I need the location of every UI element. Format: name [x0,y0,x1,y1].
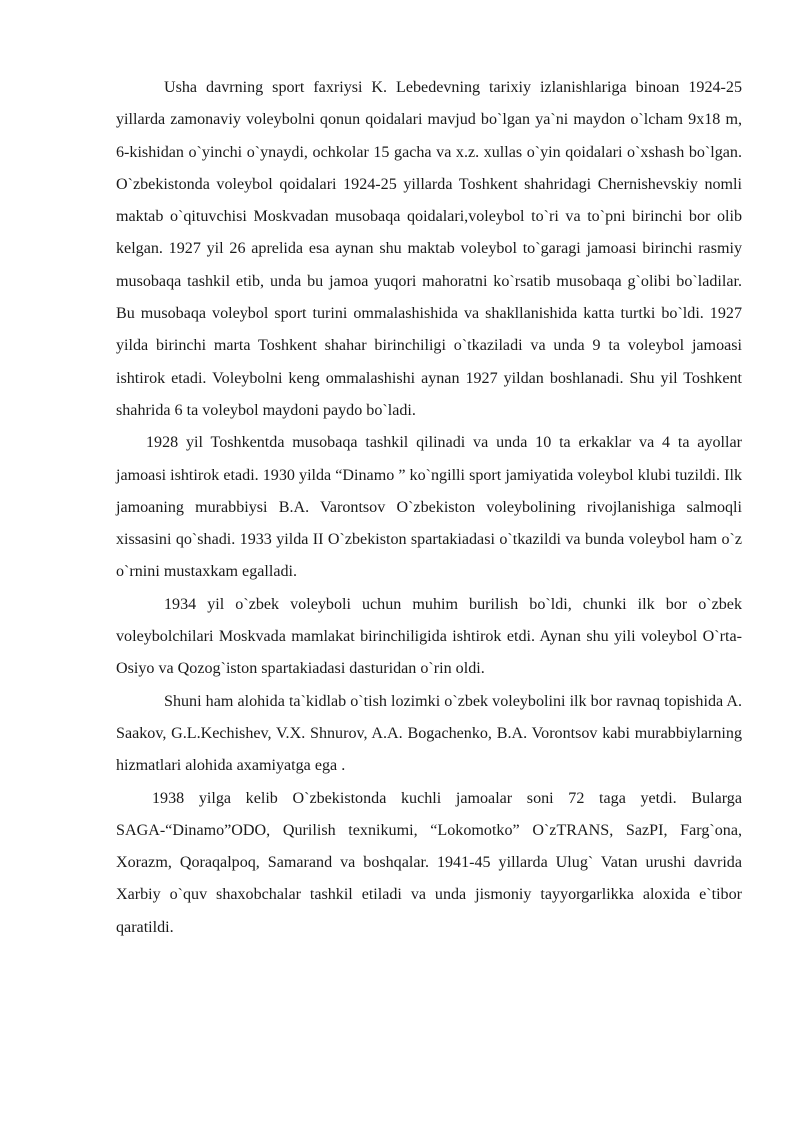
paragraph-3: 1934 yil o`zbek voleyboli uchun muhim burilish bo`ldi, chunki ilk bor o`zbek voleybolchilari Moskvada mamlakat birinchiligida ishtirok etdi. Aynan shu yili voleybol O`rta-Osiyo va Qozog`iston spartakiadasi dasturidan o`rin oldi. [116,595,742,678]
paragraph-5: 1938 yilga kelib O`zbekistonda kuchli jamoalar soni 72 taga yetdi. Bularga SAGA-“Dinamo”ODO, Qurilish texnikumi, “Lokomotko” O`zTRANS, SazPI, Farg`ona, Xorazm, Qoraqalpoq, Samarand va boshqalar. 1941-45 yillarda Ulug` Vatan urushi davrida Xarbiy o`quv shaxobchalar tashkil etiladi va unda jismoniy tayyorgarlikka aloxida e`tibor qaratildi. [116,789,742,936]
document-body [116,72,742,944]
paragraph-1: Usha davrning sport faxriysi K. Lebedevning tarixiy izlanishlariga binoan 1924-25 yillarda zamonaviy voleybolni qonun qoidalari mavjud bo`lgan ya`ni maydon o`lcham 9x18 m, 6-kishidan o`yinchi o`ynaydi, ochkolar 15 gacha va x.z. xullas o`yin qoidalari o`xshash bo`lgan. O`zbekistonda voleybol qoidalari 1924-25 yillarda Toshkent shahridagi Chernishevskiy nomli maktab o`qituvchisi Moskvadan musobaqa qoidalari,voleybol to`ri va to`pni birinchi bor olib kelgan. 1927 yil 26 aprelida esa aynan shu maktab voleybol to`garagi jamoasi birinchi rasmiy musobaqa tashkil etib, unda bu jamoa yuqori mahoratni ko`rsatib musobaqa g`olibi bo`ladilar. Bu musobaqa voleybol sport turini ommalashishida va shakllanishida katta turtki bo`ldi. 1927 yilda birinchi marta Toshkent shahar birinchiligi o`tkaziladi va unda 9 ta voleybol jamoasi ishtirok etadi. Voleybolni keng ommalashishi aynan 1927 yildan boshlanadi. Shu yil Toshkent shahrida 6 ta voleybol maydoni paydo bo`ladi. [116,79,742,419]
paragraph-4: Shuni ham alohida ta`kidlab o`tish lozimki o`zbek voleybolini ilk bor ravnaq topishida A. Saakov, G.L.Kechishev, V.X. Shnurov, A.A. Bogachenko, B.A. Vorontsov kabi murabbiylarning hizmatlari alohida axamiyatga ega . [116,692,742,775]
paragraph-2: 1928 yil Toshkentda musobaqa tashkil qilinadi va unda 10 ta erkaklar va 4 ta ayollar jamoasi ishtirok etadi. 1930 yilda “Dinamo ” ko`ngilli sport jamiyatida voleybol klubi tuzildi. Ilk jamoaning murabbiysi B.A. Varontsov O`zbekiston voleybolining rivojlanishiga salmoqli xissasini qo`shadi. 1933 yilda II O`zbekiston spartakiadasi o`tkazildi va bunda voleybol ham o`z o`rnini mustaxkam egalladi. [116,434,742,581]
